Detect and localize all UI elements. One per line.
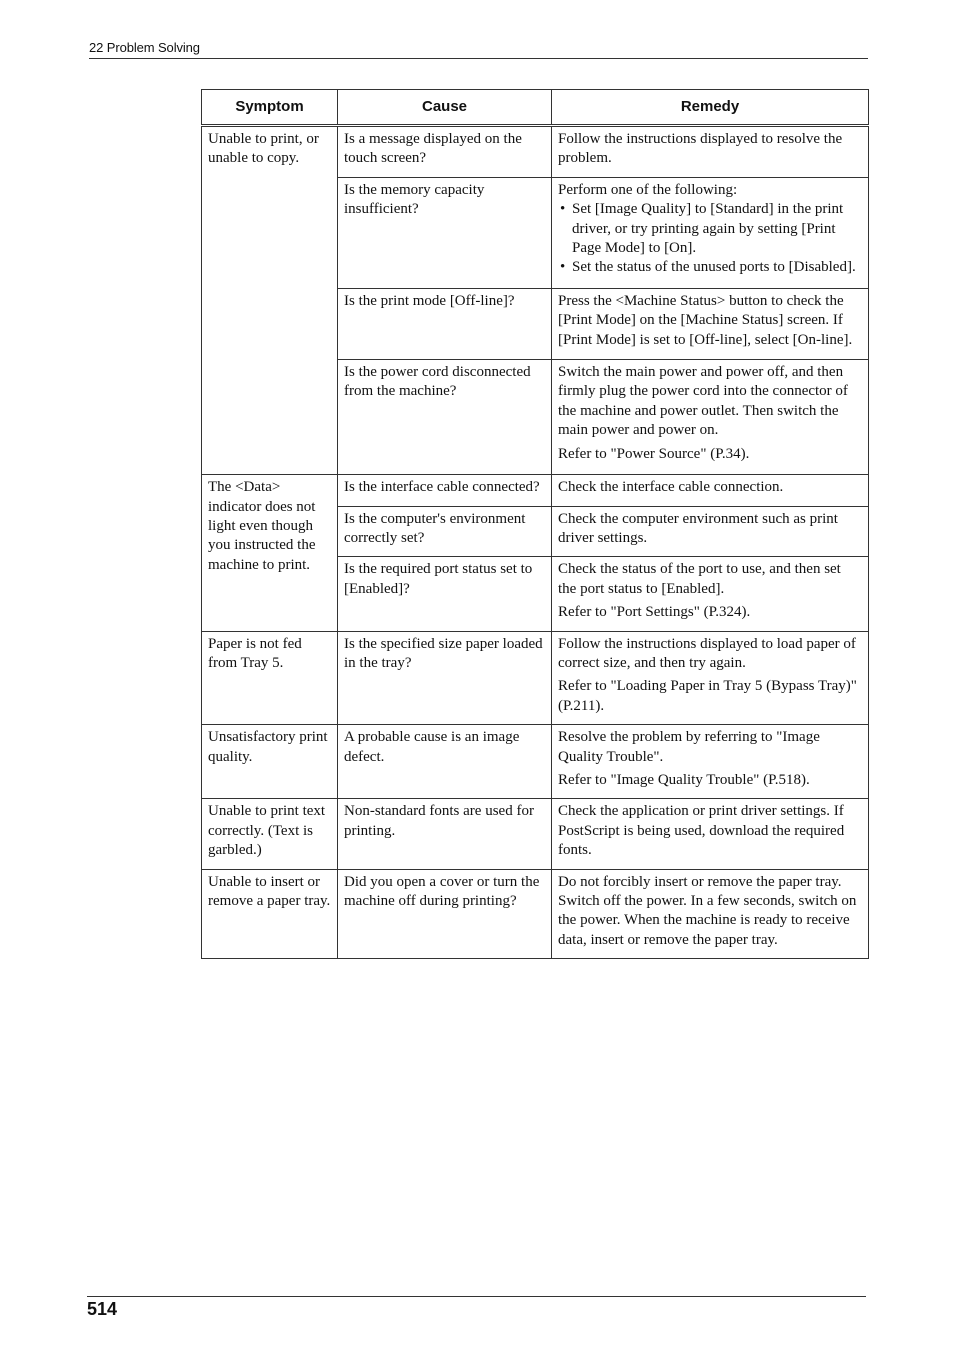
running-head: 22 Problem Solving xyxy=(89,40,868,59)
remedy-cell xyxy=(552,126,869,178)
table-row xyxy=(202,126,869,178)
cause-cell: A probable cause is an image defect. xyxy=(338,725,552,799)
remedy-text: Resolve the problem by referring to "Image Quality Trouble". xyxy=(558,729,820,765)
cause-cell: Is the power cord disconnected from the machine? xyxy=(338,360,552,475)
remedy-cell xyxy=(552,557,869,631)
remedy-text: Perform one of the following: xyxy=(558,181,738,198)
remedy-text: Press the <Machine Status> button to check the [Print Mode] on the [Machine Status] screen. If [Print Mode] is set to [Off-line], select [On-line]. xyxy=(558,292,853,348)
remedy-text: Check the status of the port to use, and then set the port status to [Enabled]. xyxy=(558,561,841,597)
remedy-cell xyxy=(552,177,869,288)
page-number: 514 xyxy=(87,1299,118,1319)
remedy-reference: Refer to "Power Source" (P.34). xyxy=(558,445,750,462)
cause-cell: Is the computer's environment correctly set? xyxy=(338,506,552,557)
symptom-cell: Unable to print, or unable to copy. xyxy=(202,126,338,475)
remedy-cell xyxy=(552,631,869,725)
cause-cell: Is a message displayed on the touch screen? xyxy=(338,126,552,178)
troubleshooting-table xyxy=(201,89,869,959)
remedy-cell xyxy=(552,506,869,557)
remedy-reference: Refer to "Loading Paper in Tray 5 (Bypass Tray)" (P.211). xyxy=(558,678,857,714)
table-row xyxy=(202,799,869,869)
table-row xyxy=(202,869,869,959)
page-footer xyxy=(87,1296,866,1319)
remedy-text: Check the interface cable connection. xyxy=(558,479,784,496)
remedy-cell xyxy=(552,725,869,799)
remedy-text: Do not forcibly insert or remove the paper tray. Switch off the power. In a few seconds, switch on the power. When the machine is ready to receive data, insert or remove the paper tray. xyxy=(558,873,857,948)
remedy-bullet: • Set the status of the unused ports to [Disabled]. xyxy=(558,258,862,277)
column-header-cause: Cause xyxy=(338,90,552,126)
remedy-cell xyxy=(552,869,869,959)
symptom-cell: Unable to insert or remove a paper tray. xyxy=(202,869,338,959)
remedy-cell xyxy=(552,360,869,475)
column-header-remedy: Remedy xyxy=(552,90,869,126)
cause-cell: Is the specified size paper loaded in the tray? xyxy=(338,631,552,725)
remedy-text: Check the application or print driver settings. If PostScript is being used, download the required fonts. xyxy=(558,803,845,859)
remedy-text: Follow the instructions displayed to load paper of correct size, and then try again. xyxy=(558,635,856,671)
cause-cell: Is the required port status set to [Enabled]? xyxy=(338,557,552,631)
remedy-bullet-list xyxy=(558,200,862,278)
cause-cell: Did you open a cover or turn the machine off during printing? xyxy=(338,869,552,959)
symptom-cell: Unsatisfactory print quality. xyxy=(202,725,338,799)
remedy-text: Check the computer environment such as print driver settings. xyxy=(558,510,838,546)
remedy-text: Switch the main power and power off, and then firmly plug the power cord into the connector of the machine and power outlet. Then switch the main power and power on. xyxy=(558,364,848,439)
remedy-text: Follow the instructions displayed to resolve the problem. xyxy=(558,131,843,167)
remedy-cell xyxy=(552,475,869,506)
column-header-symptom: Symptom xyxy=(202,90,338,126)
remedy-cell xyxy=(552,799,869,869)
cause-cell: Is the print mode [Off-line]? xyxy=(338,288,552,359)
remedy-cell xyxy=(552,288,869,359)
table-row xyxy=(202,725,869,799)
table-row xyxy=(202,475,869,506)
symptom-cell: The <Data> indicator does not light even though you instructed the machine to print. xyxy=(202,475,338,631)
remedy-reference: Refer to "Port Settings" (P.324). xyxy=(558,604,751,621)
cause-cell: Is the interface cable connected? xyxy=(338,475,552,506)
remedy-bullet: • Set [Image Quality] to [Standard] in the print driver, or try printing again by setting [Print Page Mode] to [On]. xyxy=(558,200,862,258)
remedy-reference: Refer to "Image Quality Trouble" (P.518). xyxy=(558,771,810,788)
table-row xyxy=(202,631,869,725)
cause-cell: Is the memory capacity insufficient? xyxy=(338,177,552,288)
symptom-cell: Paper is not fed from Tray 5. xyxy=(202,631,338,725)
table-header xyxy=(202,90,869,126)
symptom-cell: Unable to print text correctly. (Text is garbled.) xyxy=(202,799,338,869)
cause-cell: Non-standard fonts are used for printing. xyxy=(338,799,552,869)
